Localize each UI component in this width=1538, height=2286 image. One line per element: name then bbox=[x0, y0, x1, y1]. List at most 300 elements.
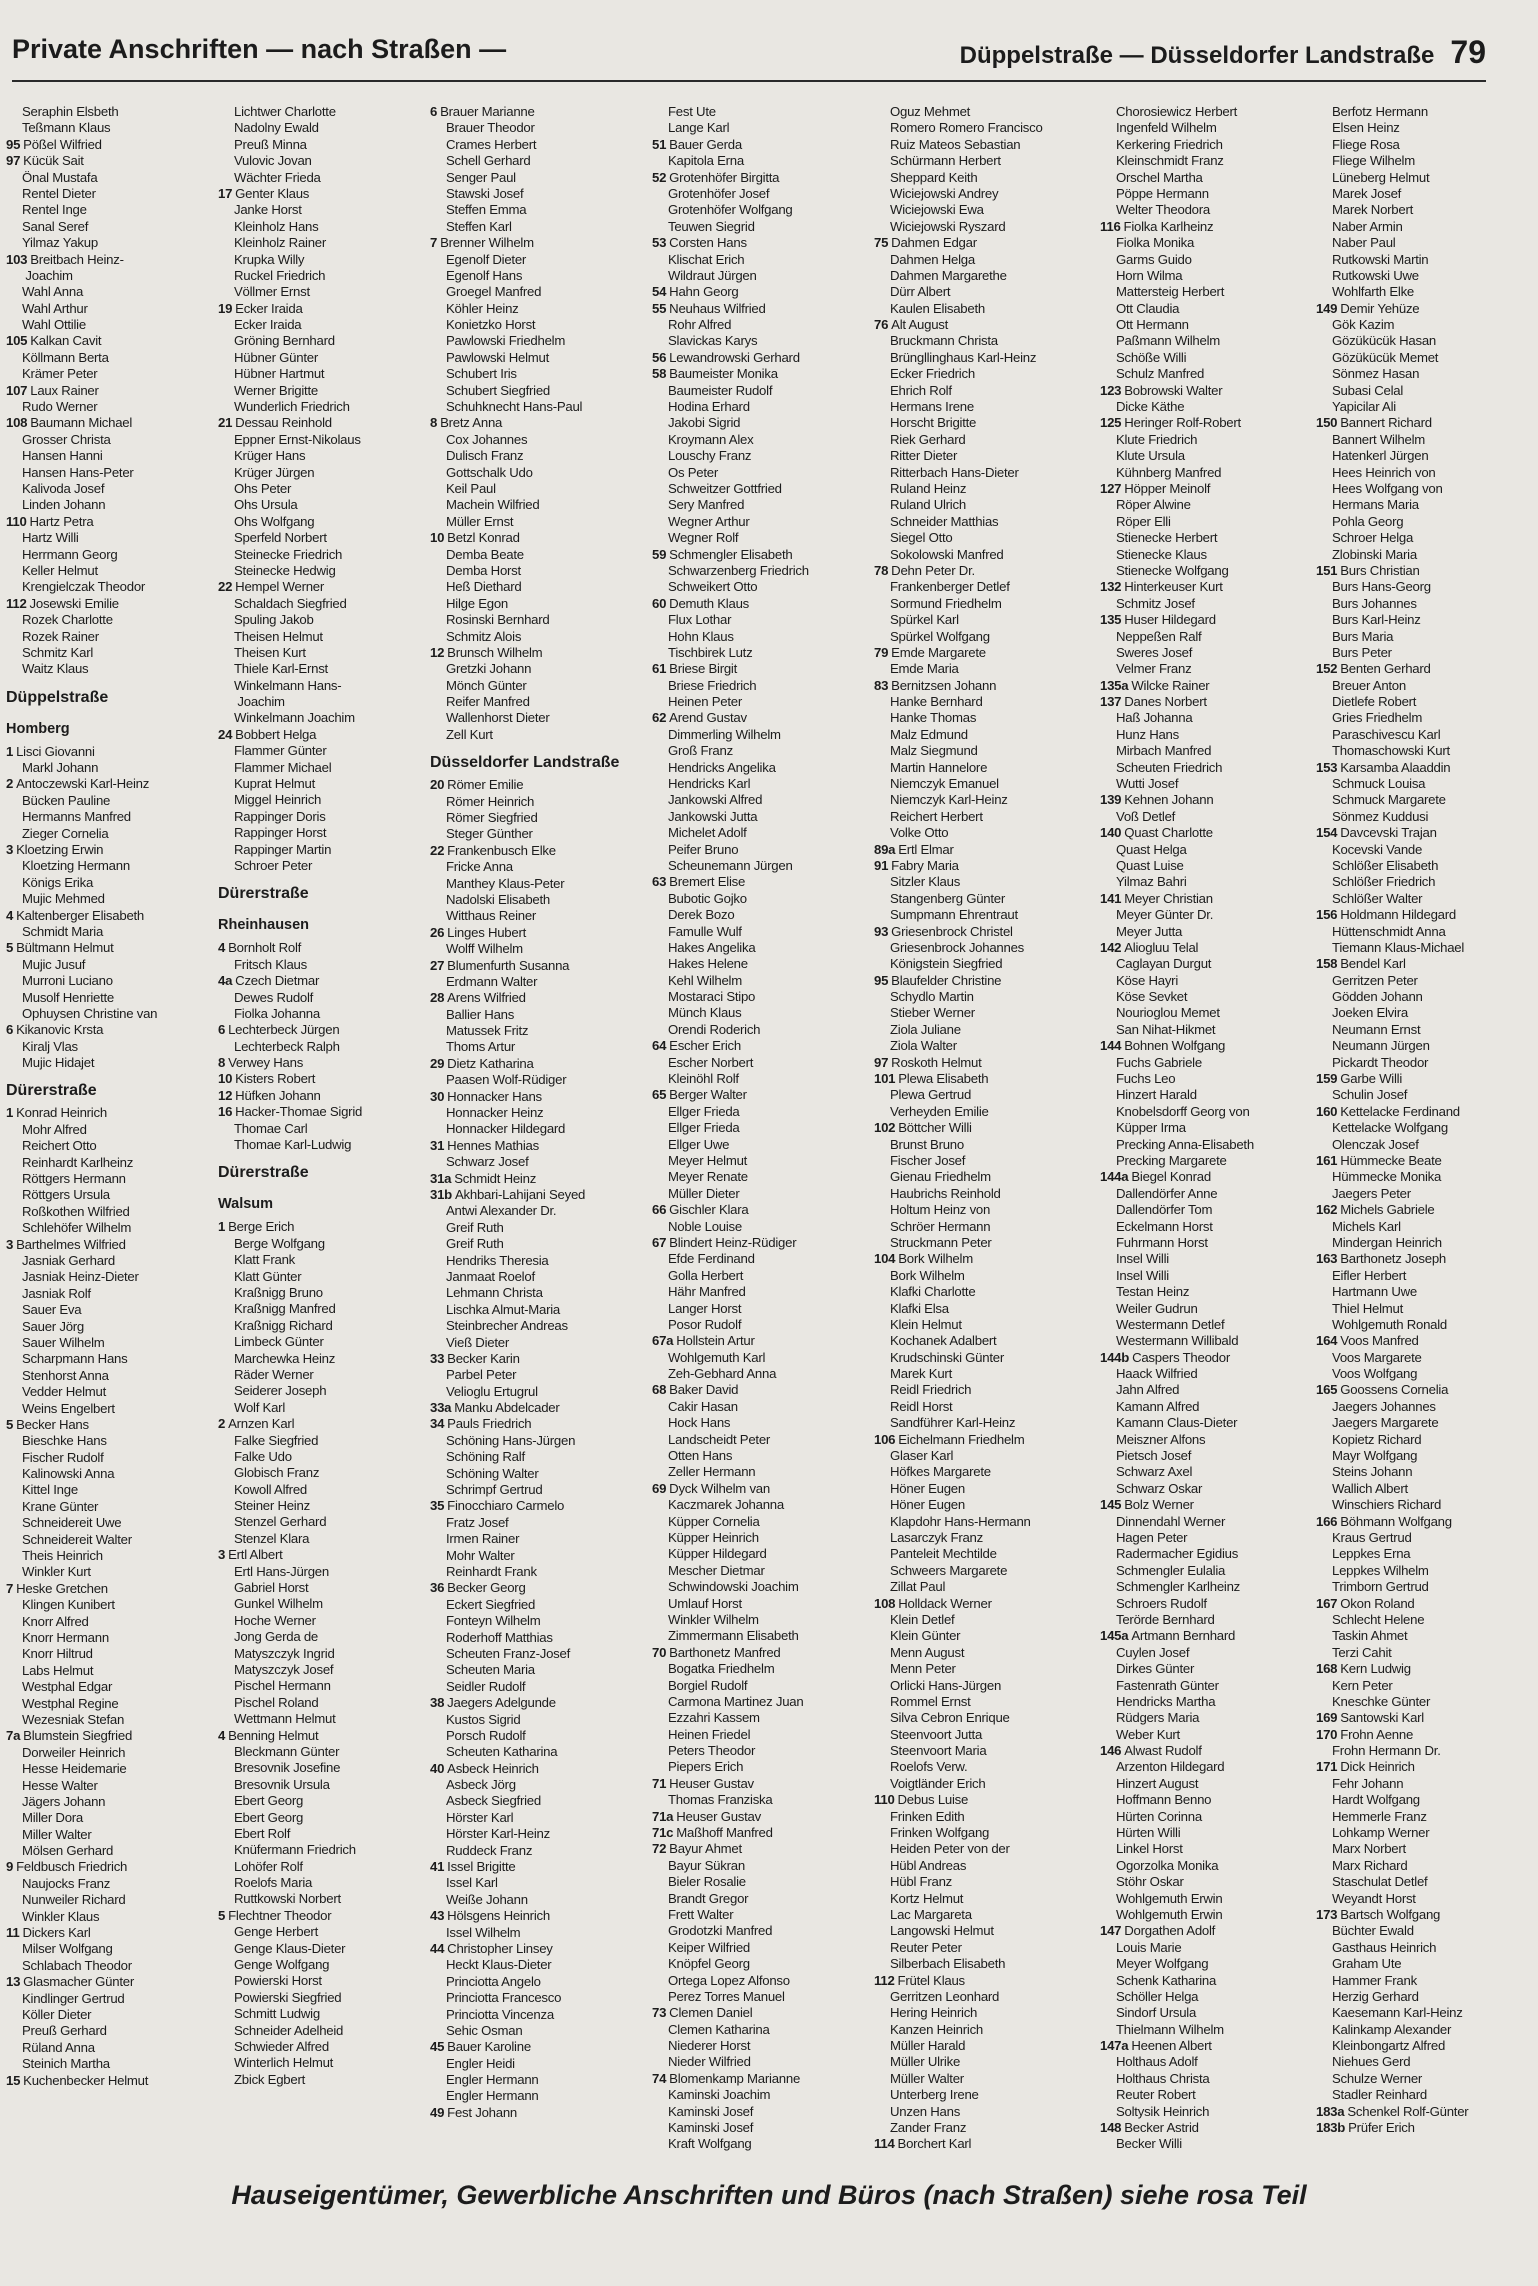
resident-name: Winkelmann Joachim bbox=[234, 710, 355, 726]
resident-entry bbox=[1316, 268, 1494, 284]
resident-name: Asbeck Siegfried bbox=[446, 1793, 541, 1809]
resident-entry bbox=[430, 1138, 644, 1154]
resident-name: Ezzahri Kassem bbox=[668, 1710, 760, 1726]
resident-name: Hansen Hans-Peter bbox=[22, 464, 134, 480]
resident-entry bbox=[874, 2104, 1088, 2120]
resident-name: Paraschivescu Karl bbox=[1332, 726, 1441, 742]
resident-entry bbox=[430, 1826, 644, 1842]
resident-entry bbox=[652, 1858, 866, 1874]
resident-entry bbox=[1316, 760, 1494, 776]
resident-entry bbox=[874, 1350, 1088, 1366]
resident-entry bbox=[874, 1284, 1088, 1300]
resident-name: Baumeister Monika bbox=[669, 366, 778, 382]
resident-name: Kaesemann Karl-Heinz bbox=[1332, 2005, 1463, 2021]
resident-entry bbox=[218, 1908, 432, 1924]
resident-name: Schubert Siegfried bbox=[446, 382, 550, 398]
resident-entry bbox=[1316, 1956, 1494, 1972]
resident-name: Orendi Roderich bbox=[668, 1021, 761, 1037]
resident-name: Falke Siegfried bbox=[234, 1432, 319, 1448]
resident-name: Paasen Wolf-Rüdiger bbox=[446, 1072, 567, 1088]
resident-name: Steinecke Friedrich bbox=[234, 546, 343, 562]
resident-name: Struckmann Peter bbox=[890, 1234, 992, 1250]
resident-name: Hempel Werner bbox=[235, 579, 325, 595]
resident-name: Sindorf Ursula bbox=[1116, 2005, 1197, 2021]
house-number: 153 bbox=[1316, 759, 1338, 775]
resident-entry bbox=[874, 1645, 1088, 1661]
resident-entry bbox=[430, 941, 644, 957]
resident-name: Os Peter bbox=[668, 464, 719, 480]
resident-name: Fonteyn Wilhelm bbox=[446, 1613, 541, 1629]
resident-entry bbox=[874, 120, 1088, 136]
resident-entry bbox=[430, 645, 644, 661]
resident-entry bbox=[652, 415, 866, 431]
resident-name: Betzl Konrad bbox=[447, 530, 520, 546]
resident-entry bbox=[430, 1335, 644, 1351]
resident-entry bbox=[1100, 809, 1314, 825]
resident-entry bbox=[874, 1022, 1088, 1038]
resident-entry bbox=[1316, 956, 1494, 972]
resident-name: Groß Franz bbox=[668, 743, 733, 759]
resident-name: Schell Gerhard bbox=[446, 153, 531, 169]
house-number: 150 bbox=[1316, 415, 1338, 431]
resident-entry bbox=[218, 1777, 432, 1793]
resident-entry bbox=[430, 497, 644, 513]
resident-name: Westphal Edgar bbox=[22, 1679, 113, 1695]
resident-entry bbox=[218, 776, 432, 792]
resident-entry bbox=[6, 809, 220, 825]
resident-name: Lohöfer Rolf bbox=[234, 1858, 303, 1874]
resident-entry bbox=[6, 1712, 220, 1728]
resident-entry bbox=[218, 760, 432, 776]
resident-name: Schmitz Josef bbox=[1116, 595, 1195, 611]
resident-entry bbox=[218, 825, 432, 841]
resident-entry bbox=[652, 776, 866, 792]
resident-entry bbox=[218, 612, 432, 628]
resident-name: Fischer Josef bbox=[890, 1153, 966, 1168]
resident-entry bbox=[218, 1990, 432, 2006]
resident-name: Becker Willi bbox=[1116, 2136, 1182, 2152]
resident-name: Demuth Klaus bbox=[669, 595, 749, 611]
house-number: 106 bbox=[874, 1431, 896, 1447]
resident-entry bbox=[1100, 1350, 1314, 1366]
resident-entry bbox=[430, 777, 644, 793]
resident-name: Jahn Alfred bbox=[1116, 1382, 1180, 1398]
resident-entry bbox=[1100, 1153, 1314, 1169]
resident-entry bbox=[874, 2071, 1088, 2087]
resident-entry bbox=[218, 1269, 432, 1285]
resident-name: Precking Margarete bbox=[1116, 1153, 1227, 1168]
resident-name: Hollstein Artur bbox=[676, 1333, 755, 1349]
resident-name: Wahl Arthur bbox=[22, 300, 88, 316]
resident-name: Wezesniak Stefan bbox=[22, 1711, 125, 1727]
resident-name: Sandführer Karl-Heinz bbox=[890, 1415, 1016, 1431]
resident-entry bbox=[6, 1122, 220, 1138]
resident-name: Thomaschowski Kurt bbox=[1332, 743, 1450, 759]
resident-name: Burs Maria bbox=[1332, 628, 1394, 644]
resident-name: Schneider Adelheid bbox=[234, 2022, 344, 2038]
resident-name: Klapdohr Hans-Hermann bbox=[890, 1513, 1031, 1529]
resident-entry bbox=[874, 1333, 1088, 1349]
house-number: 22 bbox=[430, 842, 445, 858]
resident-entry bbox=[874, 317, 1088, 333]
resident-name: Sitzler Klaus bbox=[890, 874, 961, 890]
resident-name: Kühnberg Manfred bbox=[1116, 464, 1222, 480]
resident-entry bbox=[1100, 973, 1314, 989]
resident-entry bbox=[218, 2039, 432, 2055]
resident-name: Spürkel Wolfgang bbox=[890, 628, 990, 644]
resident-name: Silva Cebron Enrique bbox=[890, 1710, 1010, 1726]
resident-entry bbox=[218, 481, 432, 497]
resident-name: Garbe Willi bbox=[1340, 1071, 1402, 1087]
resident-entry bbox=[1100, 579, 1314, 595]
resident-entry bbox=[218, 629, 432, 645]
resident-name: Zlobinski Maria bbox=[1332, 546, 1417, 562]
resident-entry bbox=[430, 1220, 644, 1236]
resident-name: Weber Kurt bbox=[1116, 1726, 1180, 1742]
resident-name: Pöppe Hermann bbox=[1116, 185, 1209, 201]
resident-name: Staschulat Detlef bbox=[1332, 1874, 1428, 1890]
resident-entry bbox=[1316, 710, 1494, 726]
resident-name: Barthonetz Joseph bbox=[1340, 1251, 1446, 1267]
resident-entry bbox=[218, 858, 432, 874]
resident-entry bbox=[1316, 1382, 1494, 1398]
resident-name: Akhbari-Lahijani Seyed bbox=[454, 1187, 586, 1202]
resident-entry bbox=[1316, 1448, 1494, 1464]
resident-name: Fuchs Gabriele bbox=[1116, 1054, 1202, 1070]
resident-entry bbox=[430, 284, 644, 300]
street-heading: Dürerstraße bbox=[218, 1164, 309, 1182]
resident-name: Neppeßen Ralf bbox=[1116, 628, 1202, 644]
resident-name: Ott Claudia bbox=[1116, 300, 1180, 316]
resident-name: Vedder Helmut bbox=[22, 1384, 106, 1400]
resident-name: Dulisch Franz bbox=[446, 448, 524, 464]
resident-entry bbox=[1316, 579, 1494, 595]
house-number: 97 bbox=[6, 153, 21, 169]
resident-entry bbox=[218, 1252, 432, 1268]
resident-entry bbox=[218, 1662, 432, 1678]
resident-name: Grotenhöfer Wolfgang bbox=[668, 202, 793, 218]
resident-name: Blaufelder Christine bbox=[891, 972, 1002, 988]
resident-name: Schwarz Josef bbox=[446, 1154, 529, 1170]
resident-entry bbox=[874, 1694, 1088, 1710]
resident-name: Neuhaus Wilfried bbox=[669, 300, 766, 316]
resident-entry bbox=[1316, 514, 1494, 530]
resident-entry bbox=[652, 137, 866, 153]
house-number: 151 bbox=[1316, 562, 1338, 578]
resident-entry bbox=[1100, 760, 1314, 776]
resident-name: Scheuten Maria bbox=[446, 1662, 535, 1678]
resident-name: Fest Ute bbox=[668, 104, 716, 119]
resident-name: Bohnen Wolfgang bbox=[1124, 1038, 1226, 1054]
resident-entry bbox=[1316, 792, 1494, 808]
resident-entry bbox=[1316, 1546, 1494, 1562]
resident-name: Laux Rainer bbox=[30, 382, 99, 398]
house-number: 112 bbox=[874, 1972, 895, 1988]
resident-name: Ruland Heinz bbox=[890, 480, 967, 496]
resident-entry bbox=[430, 859, 644, 875]
resident-entry bbox=[430, 1580, 644, 1596]
resident-entry bbox=[1100, 1038, 1314, 1054]
resident-name: Fricke Anna bbox=[446, 859, 513, 875]
resident-entry bbox=[430, 333, 644, 349]
resident-entry bbox=[430, 1089, 644, 1105]
resident-name: Chorosiewicz Herbert bbox=[1116, 104, 1238, 119]
resident-entry bbox=[430, 399, 644, 415]
resident-entry bbox=[6, 1909, 220, 1925]
resident-entry bbox=[430, 1203, 644, 1219]
resident-entry bbox=[652, 612, 866, 628]
resident-name: Marek Kurt bbox=[890, 1366, 952, 1382]
resident-name: Kittel Inge bbox=[22, 1482, 78, 1498]
resident-entry bbox=[874, 1432, 1088, 1448]
resident-entry bbox=[218, 1071, 432, 1087]
resident-entry bbox=[430, 219, 644, 235]
house-number: 104 bbox=[874, 1251, 896, 1267]
resident-entry bbox=[6, 399, 220, 415]
resident-entry bbox=[1316, 596, 1494, 612]
resident-entry bbox=[652, 1612, 866, 1628]
resident-entry bbox=[652, 1022, 866, 1038]
house-number: 103 bbox=[6, 251, 28, 267]
resident-name: Breitbach Heinz- bbox=[30, 251, 124, 267]
resident-entry bbox=[430, 1974, 644, 1990]
resident-name: Kaminski Josef bbox=[668, 2120, 754, 2136]
resident-name: Weyandt Horst bbox=[1332, 1890, 1416, 1906]
resident-entry bbox=[1316, 694, 1494, 710]
resident-entry bbox=[6, 1745, 220, 1761]
resident-entry bbox=[1316, 809, 1494, 825]
resident-name: Baker David bbox=[669, 1382, 739, 1398]
resident-name: Ertl Albert bbox=[228, 1547, 283, 1563]
resident-entry bbox=[1316, 1120, 1494, 1136]
resident-name: Jasniak Heinz-Dieter bbox=[22, 1269, 139, 1285]
resident-entry bbox=[1316, 1727, 1494, 1743]
resident-entry bbox=[1100, 1284, 1314, 1300]
resident-name: Artmann Bernhard bbox=[1131, 1628, 1236, 1644]
resident-entry bbox=[652, 383, 866, 399]
resident-name: Egenolf Hans bbox=[446, 267, 523, 283]
house-number: 108 bbox=[6, 415, 28, 431]
resident-name: Corsten Hans bbox=[669, 235, 747, 251]
resident-entry bbox=[1100, 1546, 1314, 1562]
resident-entry bbox=[652, 1071, 866, 1087]
resident-name: Jaegers Johannes bbox=[1332, 1398, 1436, 1414]
resident-name: Hermans Maria bbox=[1332, 497, 1419, 513]
resident-entry bbox=[6, 1761, 220, 1777]
resident-entry bbox=[652, 1432, 866, 1448]
resident-name: Kochanek Adalbert bbox=[890, 1333, 997, 1349]
resident-entry bbox=[218, 1875, 432, 1891]
resident-name: Steenvoort Maria bbox=[890, 1743, 987, 1759]
resident-entry bbox=[6, 120, 220, 136]
resident-entry bbox=[652, 1792, 866, 1808]
resident-entry bbox=[1316, 530, 1494, 546]
resident-entry bbox=[6, 448, 220, 464]
resident-name: Gischler Klara bbox=[669, 1202, 749, 1218]
resident-name: Müller Ulrike bbox=[890, 2054, 961, 2070]
resident-entry bbox=[430, 1253, 644, 1269]
resident-entry bbox=[1100, 2087, 1314, 2103]
resident-entry bbox=[6, 1039, 220, 1055]
resident-name: Ruland Ulrich bbox=[890, 497, 966, 513]
resident-name: Rüdgers Maria bbox=[1116, 1710, 1200, 1726]
resident-name: Konrad Heinrich bbox=[16, 1105, 107, 1121]
resident-entry bbox=[1100, 2022, 1314, 2038]
resident-entry bbox=[1100, 1481, 1314, 1497]
resident-name: Thiele Karl-Ernst bbox=[234, 661, 328, 677]
house-number: 166 bbox=[1316, 1513, 1338, 1529]
resident-entry bbox=[1316, 1858, 1494, 1874]
resident-entry bbox=[430, 958, 644, 974]
resident-entry bbox=[430, 1941, 644, 1957]
resident-entry bbox=[218, 973, 432, 989]
resident-name: Huser Hildegard bbox=[1124, 612, 1216, 628]
house-number: 12 bbox=[430, 644, 445, 660]
resident-entry bbox=[1316, 924, 1494, 940]
resident-entry bbox=[430, 1466, 644, 1482]
house-number: 5 bbox=[6, 1416, 14, 1432]
resident-name: Brauer Theodor bbox=[446, 120, 535, 136]
resident-entry bbox=[1316, 2022, 1494, 2038]
resident-entry bbox=[218, 1433, 432, 1449]
resident-name: Reinhardt Karlheinz bbox=[22, 1154, 134, 1170]
resident-entry bbox=[874, 1464, 1088, 1480]
resident-name: Kanzen Heinrich bbox=[890, 2021, 984, 2037]
resident-name: Honnacker Hildegard bbox=[446, 1121, 566, 1137]
resident-name: Hees Heinrich von bbox=[1332, 464, 1436, 480]
house-number: 4 bbox=[218, 940, 226, 956]
resident-entry bbox=[652, 1841, 866, 1857]
resident-name: Kalinowski Anna bbox=[22, 1466, 115, 1482]
resident-entry bbox=[874, 1415, 1088, 1431]
resident-name: Rozek Charlotte bbox=[22, 612, 113, 628]
resident-entry bbox=[1100, 301, 1314, 317]
resident-name: Krämer Peter bbox=[22, 366, 98, 382]
resident-entry bbox=[652, 1202, 866, 1218]
resident-name: Schlehöfer Wilhelm bbox=[22, 1220, 132, 1236]
resident-entry bbox=[874, 1104, 1088, 1120]
resident-name: Steenvoort Jutta bbox=[890, 1726, 983, 1742]
resident-entry bbox=[1100, 989, 1314, 1005]
resident-name: Orlicki Hans-Jürgen bbox=[890, 1677, 1002, 1693]
resident-entry bbox=[430, 1302, 644, 1318]
resident-entry bbox=[218, 383, 432, 399]
resident-entry bbox=[874, 1989, 1088, 2005]
resident-name: Hakes Angelika bbox=[668, 939, 756, 955]
resident-name: Kraus Gertrud bbox=[1332, 1529, 1412, 1545]
resident-entry bbox=[652, 2136, 866, 2152]
resident-entry bbox=[1316, 465, 1494, 481]
house-number: 165 bbox=[1316, 1382, 1338, 1398]
resident-name: Rappinger Doris bbox=[234, 808, 326, 824]
resident-name: Winkler Kurt bbox=[22, 1564, 91, 1580]
resident-entry bbox=[218, 1744, 432, 1760]
resident-name: Becker Georg bbox=[447, 1580, 526, 1596]
house-number: 67 bbox=[652, 1234, 667, 1250]
resident-entry bbox=[652, 252, 866, 268]
resident-entry bbox=[1100, 1301, 1314, 1317]
resident-name: Peifer Bruno bbox=[668, 841, 739, 857]
resident-entry bbox=[6, 1417, 220, 1433]
resident-name: Escher Erich bbox=[669, 1038, 741, 1054]
resident-name: Roderhoff Matthias bbox=[446, 1629, 553, 1645]
house-number: 21 bbox=[218, 415, 233, 431]
resident-name: Herzig Gerhard bbox=[1332, 1988, 1419, 2004]
resident-entry bbox=[1100, 1514, 1314, 1530]
resident-entry bbox=[874, 1809, 1088, 1825]
resident-entry bbox=[1100, 907, 1314, 923]
resident-entry bbox=[430, 2023, 644, 2039]
resident-name: Ellger Uwe bbox=[668, 1136, 730, 1152]
resident-entry bbox=[430, 1695, 644, 1711]
resident-name: Dick Heinrich bbox=[1340, 1759, 1415, 1775]
resident-name: Kücük Sait bbox=[23, 153, 84, 169]
resident-entry bbox=[1316, 907, 1494, 923]
resident-name: Kettelacke Wolfgang bbox=[1332, 1120, 1448, 1136]
resident-name: Stienecke Herbert bbox=[1116, 530, 1218, 546]
resident-name: Hemmerle Franz bbox=[1332, 1808, 1427, 1824]
resident-entry bbox=[1316, 2038, 1494, 2054]
resident-entry bbox=[6, 1581, 220, 1597]
resident-name: Bayur Sükran bbox=[668, 1857, 745, 1873]
resident-entry bbox=[430, 202, 644, 218]
resident-name: Ebert Georg bbox=[234, 1809, 304, 1825]
district-heading: Homberg bbox=[6, 720, 70, 737]
resident-name: Barthelmes Wilfried bbox=[16, 1236, 126, 1252]
house-number: 67a bbox=[652, 1333, 674, 1349]
resident-name: Hodina Erhard bbox=[668, 399, 750, 415]
resident-name: Heuser Gustav bbox=[669, 1775, 754, 1791]
resident-name: Kraßnigg Bruno bbox=[234, 1285, 323, 1300]
resident-entry bbox=[1316, 940, 1494, 956]
resident-entry bbox=[1100, 1120, 1314, 1136]
resident-name: Krane Günter bbox=[22, 1498, 99, 1514]
resident-entry bbox=[1100, 1759, 1314, 1775]
resident-name: Quast Luise bbox=[1116, 857, 1184, 873]
resident-name: Eckelmann Horst bbox=[1116, 1218, 1213, 1234]
resident-entry bbox=[1316, 1514, 1494, 1530]
resident-entry bbox=[1100, 1776, 1314, 1792]
resident-name: Konietzko Horst bbox=[446, 317, 536, 333]
resident-name: Issel Brigitte bbox=[447, 1859, 516, 1875]
resident-name: Kamann Claus-Dieter bbox=[1116, 1415, 1238, 1431]
resident-entry bbox=[874, 858, 1088, 874]
resident-entry bbox=[6, 1499, 220, 1515]
resident-entry bbox=[430, 563, 644, 579]
resident-name: Blumstein Siegfried bbox=[23, 1728, 133, 1744]
resident-entry bbox=[430, 1630, 644, 1646]
resident-entry bbox=[430, 826, 644, 842]
resident-name: Seiderer Joseph bbox=[234, 1383, 327, 1399]
resident-name: Rudo Werner bbox=[22, 399, 98, 415]
resident-entry bbox=[6, 350, 220, 366]
resident-name: Dimmerling Wilhelm bbox=[668, 726, 781, 742]
resident-entry bbox=[430, 1318, 644, 1334]
resident-entry bbox=[430, 1351, 644, 1367]
resident-name: Barthonetz Manfred bbox=[669, 1644, 781, 1660]
resident-name: Heckt Klaus-Dieter bbox=[446, 1957, 552, 1973]
resident-entry bbox=[430, 1908, 644, 1924]
resident-entry bbox=[218, 120, 432, 136]
resident-entry bbox=[1316, 1530, 1494, 1546]
resident-name: Hoffmann Benno bbox=[1116, 1792, 1212, 1808]
resident-entry bbox=[1316, 1973, 1494, 1989]
resident-name: Hartmann Uwe bbox=[1332, 1284, 1417, 1300]
house-number: 7 bbox=[430, 235, 438, 251]
resident-entry bbox=[1316, 727, 1494, 743]
street-heading: Düsseldorfer Landstraße bbox=[430, 754, 620, 772]
resident-entry bbox=[874, 186, 1088, 202]
